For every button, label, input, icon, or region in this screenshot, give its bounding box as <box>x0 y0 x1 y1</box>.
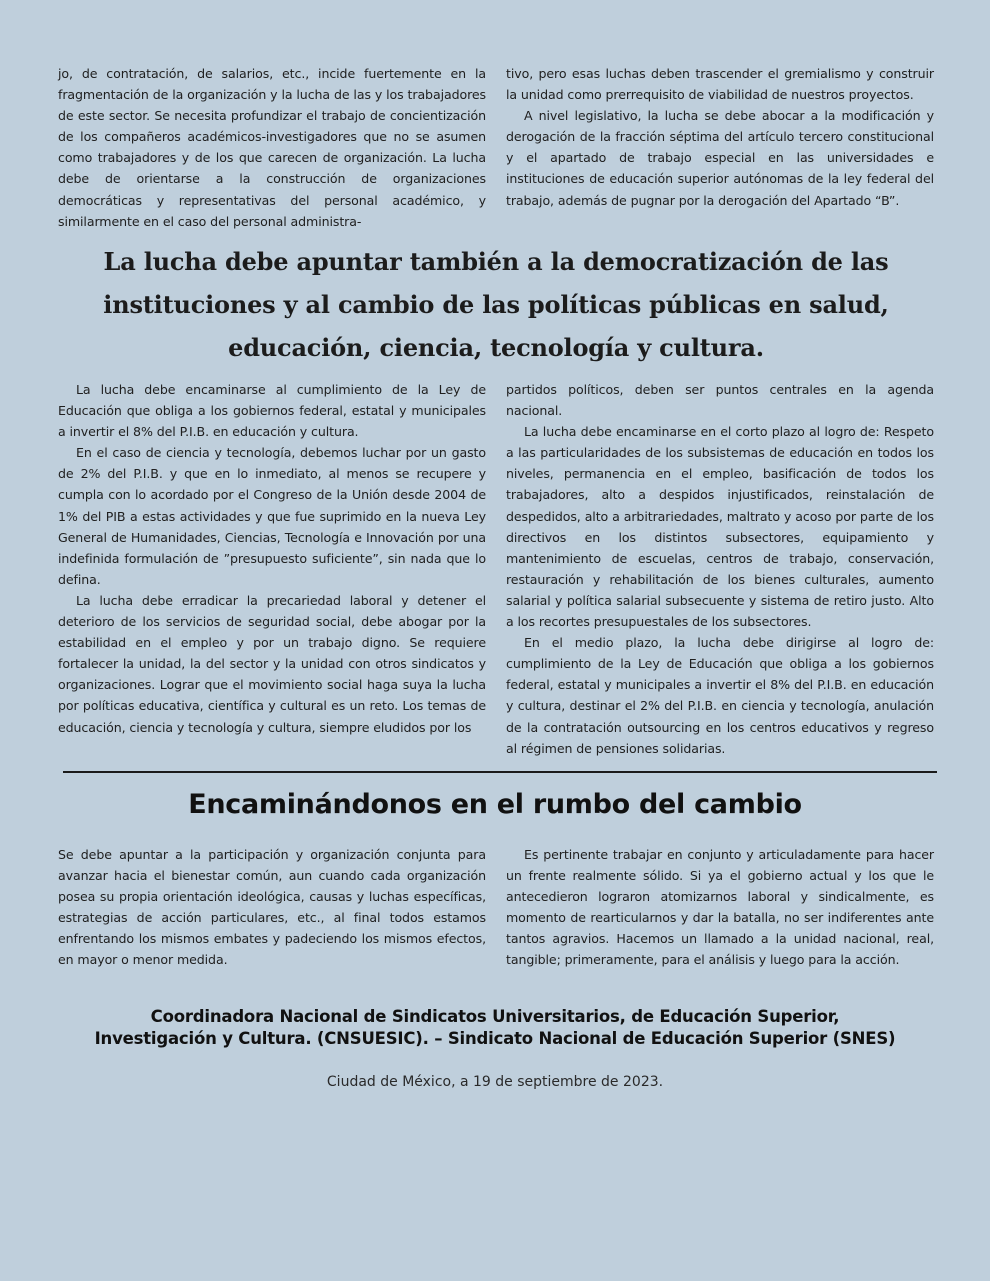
paragraph: Es pertinente trabajar en conjunto y articuladamente para hacer un frente realmente sólido. Si ya el gobierno actual y los que le antecedieron lograron atomizarnos laboral y sindicalmente, es momento de rearticularnos y dar la batalla, no ser indiferentes ante tantos agravios. Hacemos un llamado a la unidad nacional, real, tangible; primeramente, para el análisis y luego para la acción. <box>506 847 934 968</box>
paragraph: A nivel legislativo, la lucha se debe abocar a la modificación y derogación de la fracción séptima del artículo tercero constitucional y el apartado de trabajo especial en las universidades e instituciones de educación superior autónomas de la ley federal del trabajo, además de pugnar por la derogación del Apartado “B”. <box>506 108 934 208</box>
top-left-column <box>58 63 486 232</box>
paragraph: En el caso de ciencia y tecnología, debemos luchar por un gasto de 2% del P.I.B. y que en lo inmediato, al menos se recupere y cumpla con lo acordado por el Congreso de la Unión desde 2004 de 1% del PIB a estas actividades y que fue suprimido en la nueva Ley General de Humanidades, Ciencias, Tecnología e Innovación por una indefinida formulación de ”presupuesto suficiente”, sin nada que lo defina. <box>58 445 486 587</box>
section-heading: Encaminándonos en el rumbo del cambio <box>188 789 802 820</box>
paragraph: jo, de contratación, de salarios, etc., incide fuertemente en la fragmentación de la organización y la lucha de las y los trabajadores de este sector. Se necesita profundizar el trabajo de concientización de los compañeros académicos-investigadores que no se asumen como trabajadores y de los que carecen de organización. La lucha debe de orientarse a la construcción de organizaciones democráticas y representativas del personal académico, y similarmente en el caso del personal administra- <box>58 66 486 229</box>
paragraph: partidos políticos, deben ser puntos centrales en la agenda nacional. <box>506 382 934 419</box>
middle-text-section <box>58 379 934 759</box>
signature-line: Investigación y Cultura. (CNSUESIC). – Sindicato Nacional de Educación Superior (SNES) <box>94 1029 896 1048</box>
closing-right-column <box>506 844 934 971</box>
paragraph: La lucha debe encaminarse en el corto plazo al logro de: Respeto a las particularidades de los subsistemas de educación en todos los niveles, permanencia en el empleo, basificación de todos los trabajadores, alto a despidos injustificados, reinstalación de despedidos, alto a arbitrariedades, maltrato y acoso por parte de los directivos en los distintos subsectores, equipamiento y mantenimiento de escuelas, centros de trabajo, conservación, restauración y rehabilitación de los bienes culturales, aumento salarial y política salarial subsecuente y sistema de retiro justo. Alto a los recortes presupuestales de los subsectores. <box>506 424 934 630</box>
closing-left-column <box>58 844 486 971</box>
top-right-column <box>506 63 934 232</box>
middle-left-column <box>58 379 486 759</box>
paragraph: En el medio plazo, la lucha debe dirigirse al logro de: cumplimiento de la Ley de Educación que obliga a los gobiernos federal, estatal y municipales a invertir el 8% del P.I.B. en educación y cultura, destinar el 2% del P.I.B. en ciencia y tecnología, anulación de la contratación outsourcing en los centros educativos y regreso al régimen de pensiones solidarias. <box>506 635 934 756</box>
pull-quote-line: instituciones y al cambio de las políticas públicas en salud, <box>103 290 889 319</box>
signature-block <box>0 1006 990 1050</box>
closing-text-section <box>58 844 934 971</box>
paragraph: Se debe apuntar a la participación y organización conjunta para avanzar hacia el bienestar común, aun cuando cada organización posea su propia orientación ideológica, causas y luchas específicas, estrategias de acción particulares, etc., al final todos estamos enfrentando los mismos embates y padeciendo los mismos efectos, en mayor o menor medida. <box>58 847 486 968</box>
pull-quote-line: La lucha debe apuntar también a la democratización de las <box>103 247 889 276</box>
top-text-section <box>58 63 934 232</box>
middle-right-column <box>506 379 934 759</box>
paragraph: La lucha debe encaminarse al cumplimiento de la Ley de Educación que obliga a los gobiernos federal, estatal y municipales a invertir el 8% del P.I.B. en educación y cultura. <box>58 382 486 440</box>
section-divider <box>63 771 937 773</box>
paragraph: tivo, pero esas luchas deben trascender el gremialismo y construir la unidad como prerrequisito de viabilidad de nuestros proyectos. <box>506 66 934 103</box>
pull-quote-line: educación, ciencia, tecnología y cultura. <box>228 333 764 362</box>
signature-line: Coordinadora Nacional de Sindicatos Universitarios, de Educación Superior, <box>150 1007 840 1026</box>
paragraph: La lucha debe erradicar la precariedad laboral y detener el deterioro de los servicios de seguridad social, debe abogar por la estabilidad en el empleo y por un trabajo digno. Se requiere fortalecer la unidad, la del sector y la unidad con otros sindicatos y organizaciones. Lograr que el movimiento social haga suya la lucha por políticas educativa, científica y cultural es un reto. Los temas de educación, ciencia y tecnología y cultura, siempre eludidos por los <box>58 592 486 735</box>
place-date: Ciudad de México, a 19 de septiembre de 2023. <box>326 1074 664 1090</box>
pull-quote <box>60 240 932 369</box>
